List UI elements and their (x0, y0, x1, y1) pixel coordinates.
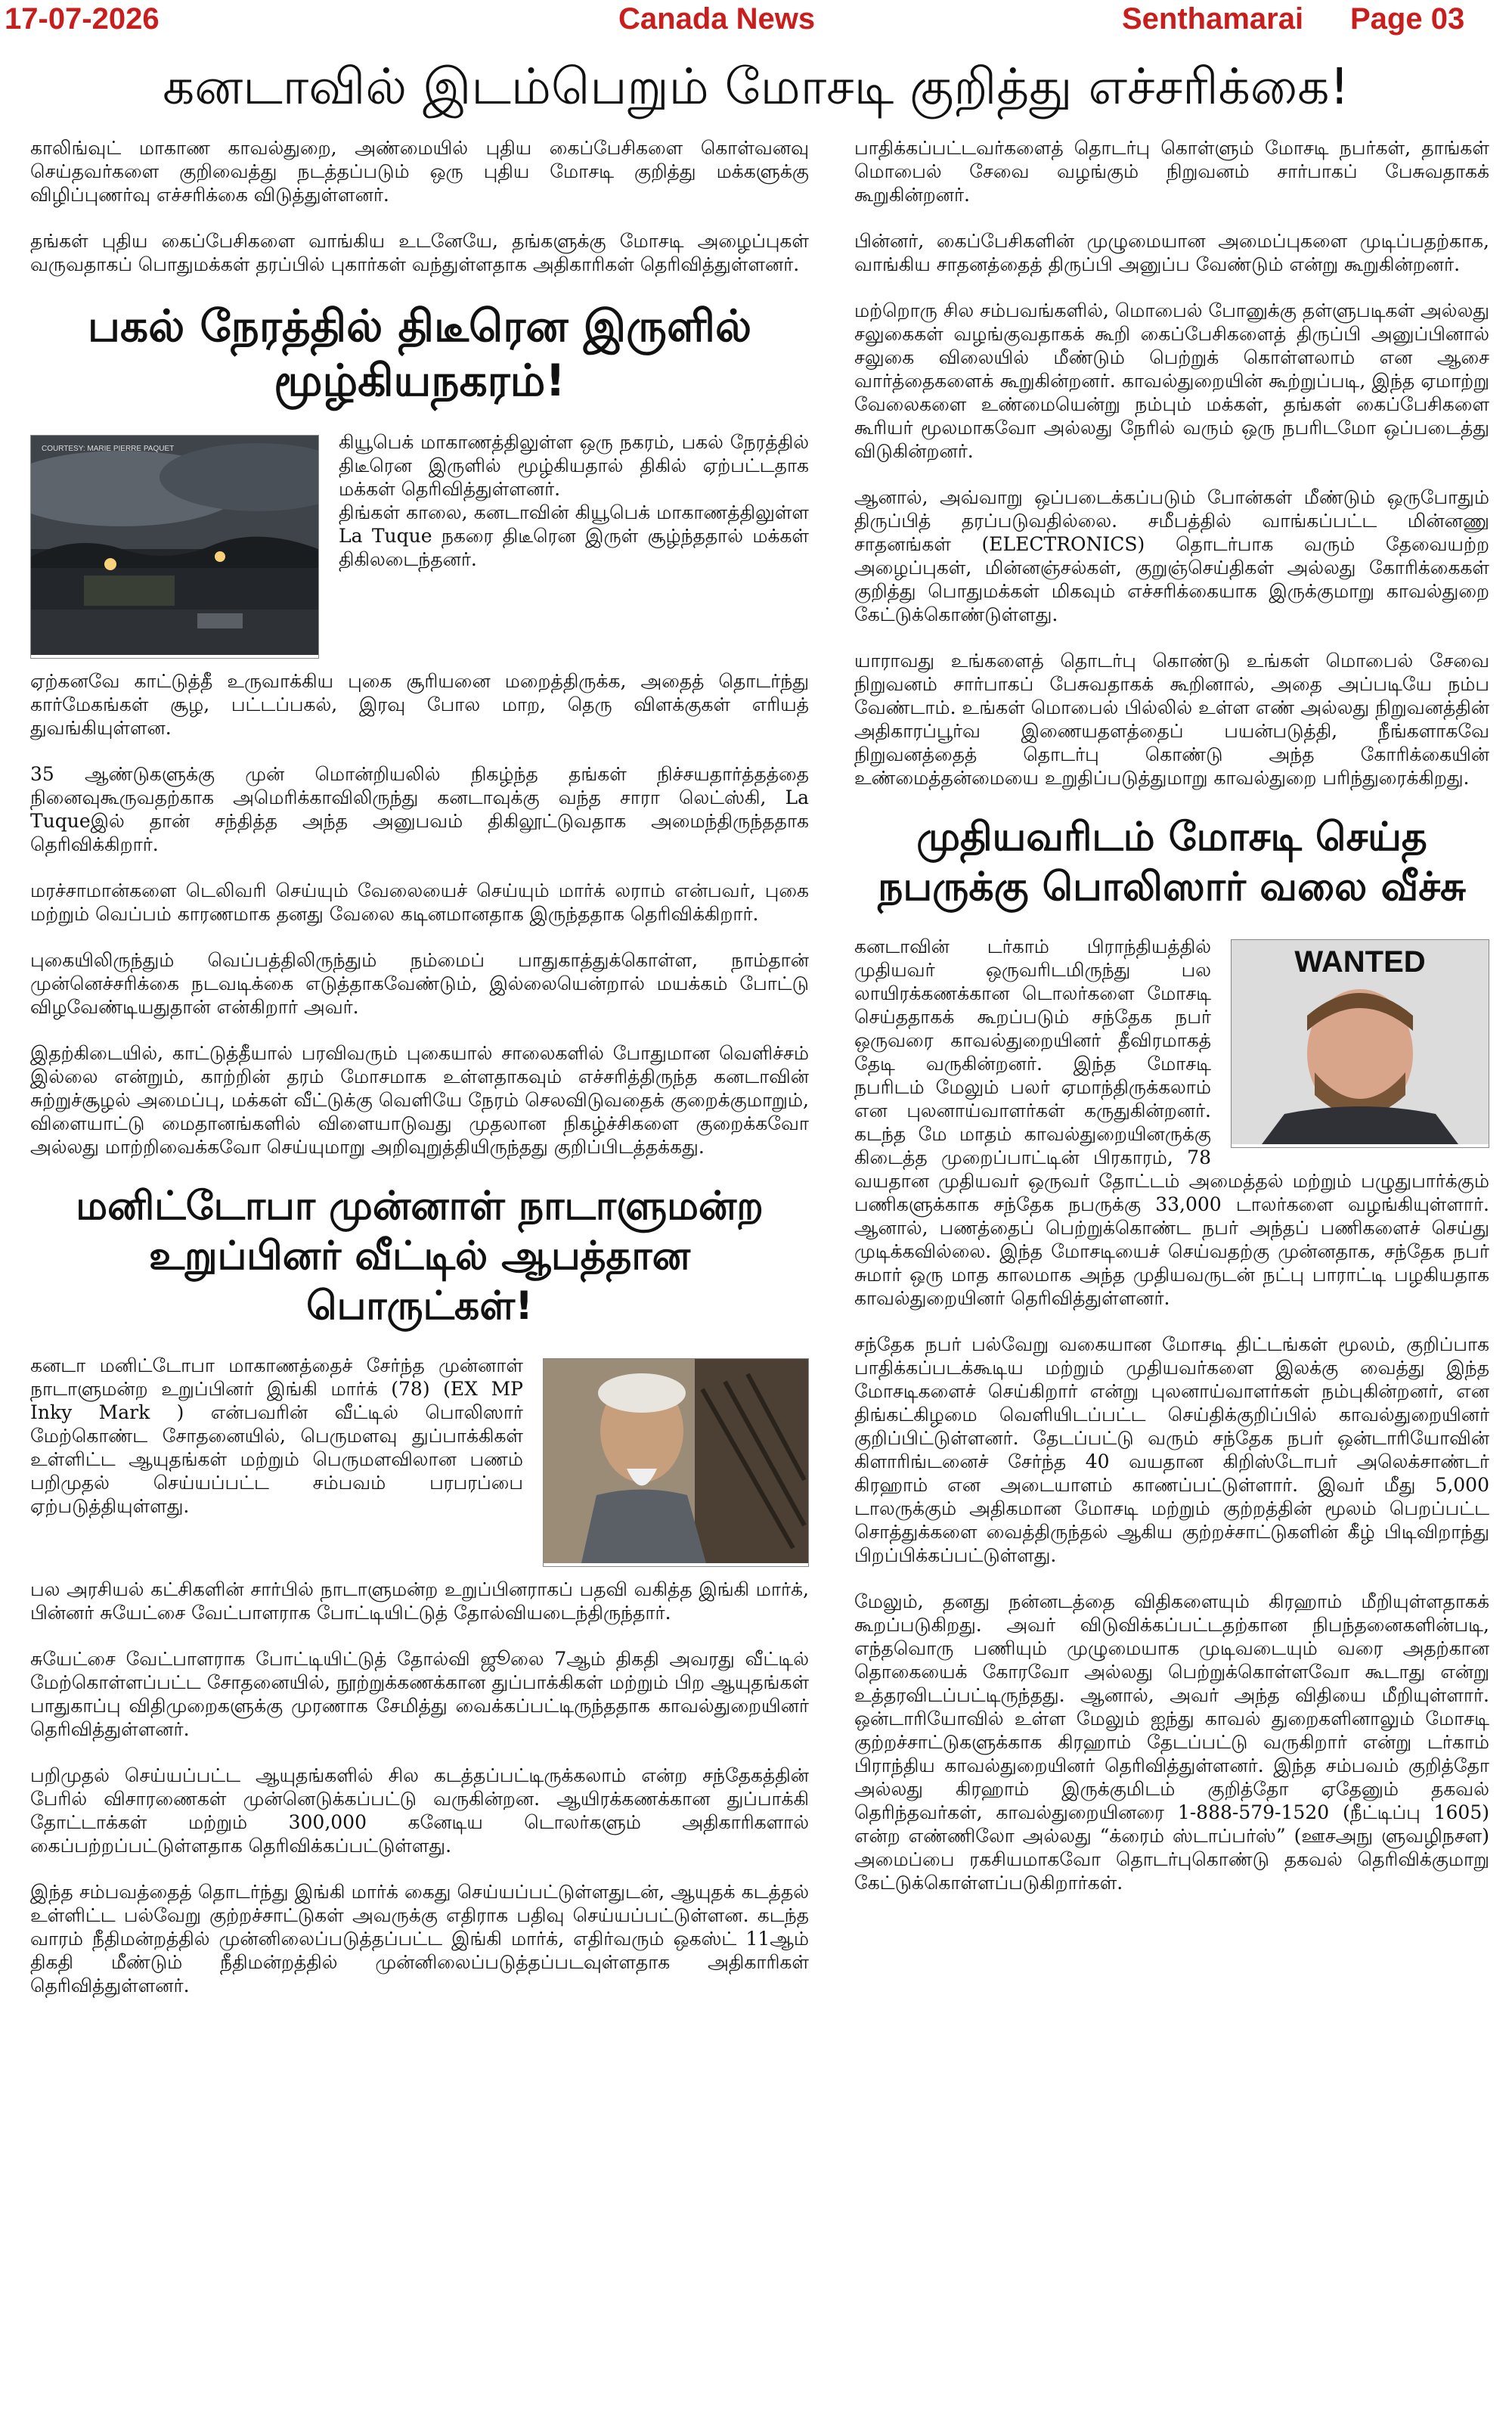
story3-paragraph: பல அரசியல் கட்சிகளின் சார்பில் நாடாளுமன்ற உறுப்பினராகப் பதவி வகித்த இங்கி மார்க், பின்னர் சுயேட்சை வேட்பாளராக போட்டியிட்டுத் தோல்வியடைந்திருந்தார். (30, 1578, 809, 1624)
left-column (30, 136, 809, 2405)
right-column (854, 136, 1489, 2405)
story3-paragraph: சுயேட்சை வேட்பாளராக போட்டியிட்டுத் தோல்வி ஜூலை 7ஆம் திகதி அவரது வீட்டில் மேற்கொள்ளப்பட்ட சோதனையில், நூற்றுக்கணக்கான துப்பாக்கிகள் மற்றும் பிற ஆயுதங்கள் பாதுகாப்பு விதிமுறைகளுக்கு முரணாக சேமித்து வைக்கப்பட்டிருந்ததாக காவல்துறையினர் தெரிவித்துள்ளனர். (30, 1648, 809, 1740)
story1-paragraph: மற்றொரு சில சம்பவங்களில், மொபைல் போனுக்கு தள்ளுபடிகள் அல்லது சலுகைகள் வழங்குவதாகக் கூறி கைப்பேசிகளைத் திருப்பி அனுப்பினால் சலுகை விலையில் மீண்டும் பெற்றுக் கொள்ளலாம் என ஆசை வார்த்தைகளைக் கூறுகின்றனர். காவல்துறையின் கூற்றுப்படி, இந்த ஏமாற்று வேலைகளை உண்மையென்று நம்பும் மக்கள், தங்கள் கைப்பேசிகளை கூரியர் மூலமாகவோ அல்லது நேரில் வரும் ஒரு நபரிடமோ ஒப்படைத்து விடுகின்றனர். (854, 299, 1489, 462)
story2-paragraph: 35 ஆண்டுகளுக்கு முன் மொன்றியலில் நிகழ்ந்த தங்கள் நிச்சயதார்த்தத்தை நினைவுகூருவதற்காக அமெரிக்காவிலிருந்து கனடாவுக்கு வந்த சாரா லெட்ஸ்கி, La Tuqueஇல் தான் சந்தித்த அந்த அனுபவம் திகிலூட்டுவதாக அமைந்திருந்ததாக தெரிவிக்கிறார். (30, 763, 809, 855)
story1-intro-paragraph: தங்கள் புதிய கைப்பேசிகளை வாங்கிய உடனேயே, தங்களுக்கு மோசடி அழைப்புகள் வருவதாகப் பொதுமக்கள் தரப்பில் புகார்கள் வந்துள்ளதாக அதிகாரிகள் தெரிவித்துள்ளனர். (30, 230, 809, 275)
publication-name: Senthamarai (1122, 2, 1304, 36)
story2-paragraph: கியூபெக் மாகாணத்திலுள்ள ஒரு நகரம், பகல் நேரத்தில் திடீரென இருளில் மூழ்கியதால் திகில் ஏற்பட்டதாக மக்கள் தெரிவித்துள்ளனர். (339, 431, 809, 500)
story3-paragraph: இந்த சம்பவத்தைத் தொடர்ந்து இங்கி மார்க் கைது செய்யப்பட்டுள்ளதுடன், ஆயுதக் கடத்தல் உள்ளிட்ட பல்வேறு குற்றச்சாட்டுகள் அவருக்கு எதிராக பதிவு செய்யப்பட்டுள்ளன. கடந்த வாரம் நீதிமன்றத்தில் முன்னிலைப்படுத்தப்பட்ட இங்கி மார்க், எதிர்வரும் ஒகஸ்ட் 11ஆம் திகதி மீண்டும் நீதிமன்றத்தில் முன்னிலைப்படுத்தப்படவுள்ளதாக அதிகாரிகள் தெரிவித்துள்ளனர். (30, 1881, 809, 1996)
wanted-photo (1231, 939, 1489, 1148)
wanted-label: WANTED (1294, 945, 1426, 979)
storm-scene-image (31, 436, 318, 655)
man-with-guns-image (544, 1359, 808, 1563)
story4-paragraph: கனடாவின் டர்காம் பிராந்தியத்தில் முதியவர் ஒருவரிடமிருந்து பல லாயிரக்கணக்கான டொலர்களை மோசடி செய்ததாகக் கூறப்படும் சந்தேக நபர் ஒருவரை காவல்துறையினர் தீவிரமாகத் தேடி வருகின்றனர். இந்த மோசடி நபரிடம் மேலும் பலர் ஏமாந்திருக்கலாம் என புலனாய்வாளர்கள் கருதுகின்றனர். கடந்த மே மாதம் காவல்துறையினருக்கு கிடைத்த முறைப்பாட்டின் பிரகாரம், 78 வயதான முதியவர் ஒருவர் தோட்டம் அமைத்தல் மற்றும் பழுதுபார்க்கும் பணிகளுக்காக சந்தேக நபருக்கு 33,000 டாலர்களை வழங்கியுள்ளார். ஆனால், பணத்தைப் பெற்றுக்கொண்ட நபர் அந்தப் பணிகளைச் செய்து முடிக்கவில்லை. இந்த மோசடியைச் செய்வதற்கு முன்னதாக, சந்தேக நபர் சுமார் ஒரு மாத காலமாக அந்த முதியவருடன் நட்பு பாராட்டி பழகியதாக காவல்துறையினர் தெரிவித்துள்ளனர். (854, 935, 1489, 1309)
story2-paragraph: திங்கள் காலை, கனடாவின் கியூபெக் மாகாணத்திலுள்ள La Tuque நகரை திடீரென இருள் சூழ்ந்ததால் மக்கள் திகிலடைந்தனர். (339, 501, 809, 570)
main-headline: கனடாவில் இடம்பெறும் மோசடி குறித்து எச்சரிக்கை! (163, 57, 1349, 116)
photo-credit: COURTESY: MARIE PIERRE PAQUET (42, 445, 175, 453)
story2-paragraph: ஏற்கனவே காட்டுத்தீ உருவாக்கிய புகை சூரியனை மறைத்திருக்க, அதைத் தொடர்ந்து கார்மேகங்கள் சூழ, பட்டப்பகல், இரவு போல மாற, தெரு விளக்குகள் எரியத் துவங்கியுள்ளன. (30, 670, 809, 739)
story3-paragraph: கனடா மனிட்டோபா மாகாணத்தைச் சேர்ந்த முன்னாள் நாடாளுமன்ற உறுப்பினர் இங்கி மார்க் (78) (EX MP Inky Mark ) என்பவரின் வீட்டில் பொலிஸார் மேற்கொண்ட சோதனையில், பெருமளவு துப்பாக்கிகள் உள்ளிட்ட ஆயுதங்கள் மற்றும் பெருமளவிலான பணம் பறிமுதல் செய்யப்பட்ட சம்பவம் பரபரப்பை ஏற்படுத்தியுள்ளது. (30, 1354, 523, 1517)
story2-title: பகல் நேரத்தில் திடீரென இருளில் மூழ்கியநகரம்! (87, 300, 752, 406)
suspect-photo-image (1232, 940, 1489, 1144)
inky-mark-photo (543, 1358, 809, 1567)
story3-title: மனிட்டோபா முன்னாள் நாடாளுமன்ற உறுப்பினர் வீட்டில் ஆபத்தான பொருட்கள்! (76, 1184, 764, 1329)
story1-paragraph: பின்னர், கைப்பேசிகளின் முழுமையான அமைப்புகளை முடிப்பதற்காக, வாங்கிய சாதனத்தைத் திருப்பி அனுப்ப வேண்டும் என்று கூறுகின்றனர். (854, 230, 1489, 275)
story1-intro-paragraph: காலிங்வுட் மாகாண காவல்துறை, அண்மையில் புதிய கைப்பேசிகளை கொள்வனவு செய்தவர்களை குறிவைத்து நடத்தப்படும் ஒரு புதிய மோசடி குறித்து மக்களுக்கு விழிப்புணர்வு எச்சரிக்கை விடுத்துள்ளனர். (30, 137, 809, 206)
story4-paragraph: சந்தேக நபர் பல்வேறு வகையான மோசடி திட்டங்கள் மூலம், குறிப்பாக பாதிக்கப்படக்கூடிய மற்றும் முதியவர்களை இலக்கு வைத்து இந்த மோசடிகளைச் செய்கிறார் என்று புலனாய்வாளர்கள் நம்புகின்றனர், என திங்கட்கிழமை வெளியிடப்பட்ட செய்திக்குறிப்பில் காவல்துறையினர் குறிப்பிட்டுள்ளனர். தேடப்பட்டு வரும் சந்தேக நபர் ஒன்டாரியோவின் கிளாரிங்டனைச் சேர்ந்த 40 வயதான கிறிஸ்டோபர் அலெக்சாண்டர் கிரஹாம் என அடையாளம் காணப்பட்டுள்ளார். இவர் மீது 5,000 டாலருக்கும் அதிகமான மோசடி மற்றும் குற்றத்தின் மூலம் பெறப்பட்ட சொத்துக்களை வைத்திருந்தல் ஆகிய குற்றச்சாட்டுகளின் கீழ் பிடிவிறாந்து பிறப்பிக்கப்பட்டுள்ளது. (854, 1333, 1489, 1566)
story4-title: முதியவரிடம் மோசடி செய்த நபருக்கு பொலிஸார் வலை வீச்சு (878, 814, 1466, 910)
issue-date: 17-07-2026 (5, 2, 160, 36)
top-bar (0, 0, 1512, 38)
page-number: Page 03 (1350, 2, 1465, 36)
story2-paragraph: மரச்சாமான்களை டெலிவரி செய்யும் வேலையைச் செய்யும் மார்க் லராம் என்பவர், புகை மற்றும் வெப்பம் காரணமாக தனது வேலை கடினமானதாக இருந்ததாக தெரிவிக்கிறார். (30, 880, 809, 925)
dark-sky-photo (30, 435, 319, 659)
story3-paragraph: பறிமுதல் செய்யப்பட்ட ஆயுதங்களில் சில கடத்தப்பட்டிருக்கலாம் என்ற சந்தேகத்தின் பேரில் விசாரணைகள் முன்னெடுக்கப்பட்டு வருகின்றன. ஆயிரக்கணக்கான துப்பாக்கி தோட்டாக்கள் மற்றும் 300,000 கனேடிய டொலர்களும் அதிகாரிகளால் கைப்பற்றப்பட்டுள்ளதாக தெரிவிக்கப்பட்டுள்ளது. (30, 1764, 809, 1857)
story1-paragraph: ஆனால், அவ்வாறு ஒப்படைக்கப்படும் போன்கள் மீண்டும் ஒருபோதும் திருப்பித் தரப்படுவதில்லை. சமீபத்தில் வாங்கப்பட்ட மின்னணு சாதனங்கள் (ELECTRONICS) தொடர்பாக வரும் தேவையற்ற அழைப்புகள், மின்னஞ்சல்கள், குறுஞ்செய்திகள் அல்லது கோரிக்கைகள் குறித்து பொதுமக்கள் மிகவும் எச்சரிக்கையாக இருக்குமாறு காவல்துறை கேட்டுக்கொண்டுள்ளது. (854, 486, 1489, 625)
story1-paragraph: யாராவது உங்களைத் தொடர்பு கொண்டு உங்கள் மொபைல் சேவை நிறுவனம் சார்பாகப் பேசுவதாகக் கூறினால், அதை அப்படியே நம்ப வேண்டாம். உங்கள் மொபைல் பில்லில் உள்ள எண் அல்லது நிறுவனத்தின் அதிகாரப்பூர்வ இணையதளத்தைப் பயன்படுத்தி, நீங்களாகவே நிறுவனத்தைத் தொடர்பு கொண்டு அந்த கோரிக்கையின் உண்மைத்தன்மையை உறுதிப்படுத்துமாறு காவல்துறை பரிந்துரைக்கிறது. (854, 650, 1489, 789)
story1-paragraph: பாதிக்கப்பட்டவர்களைத் தொடர்பு கொள்ளும் மோசடி நபர்கள், தாங்கள் மொபைல் சேவை வழங்கும் நிறுவனம் சார்பாகப் பேசுவதாகக் கூறுகின்றனர். (854, 137, 1489, 206)
story2-paragraph: புகையிலிருந்தும் வெப்பத்திலிருந்தும் நம்மைப் பாதுகாத்துக்கொள்ள, நாம்தான் முன்னெச்சரிக்கை நடவடிக்கை எடுத்தாகவேண்டும், இல்லையென்றால் மயக்கம் போட்டு விழவேண்டியதுதான் என்கிறார் அவர். (30, 949, 809, 1018)
section-name: Canada News (618, 2, 816, 36)
story4-paragraph: மேலும், தனது நன்னடத்தை விதிகளையும் கிரஹாம் மீறியுள்ளதாகக் கூறப்படுகிறது. அவர் விடுவிக்கப்பட்டதற்கான நிபந்தனைகளின்படி, எந்தவொரு பணியும் முழுமையாக முடிவடையும் வரை அதற்கான தொகையைக் கோரவோ அல்லது பெற்றுக்கொள்ளவோ கூடாது என்று உத்தரவிடப்பட்டிருந்தது. ஆனால், அவர் அந்த விதியை மீறியுள்ளார். ஒன்டாரியோவில் உள்ள மேலும் ஐந்து காவல் துறைகளினாலும் மோசடி குற்றச்சாட்டுகளுக்காக கிரஹாம் தேடப்பட்டு வருகிறார் என்று டர்காம் பிராந்திய காவல்துறையினர் தெரிவித்துள்ளனர். இந்த சம்பவம் குறித்தோ அல்லது கிரஹாம் இருக்குமிடம் குறித்தோ ஏதேனும் தகவல் தெரிந்தவர்கள், காவல்துறையினரை 1-888-579-1520 (நீட்டிப்பு 1605) என்ற எண்ணிலோ அல்லது “க்ரைம் ஸ்டாப்பர்ஸ்” (ஊசஅநு ளுவழிநசள) அமைப்பை ரகசியமாகவோ தொடர்புகொண்டு தகவல் தெரிவிக்குமாறு கேட்டுக்கொள்ளப்படுகிறார்கள். (854, 1590, 1489, 1894)
story2-paragraph: இதற்கிடையில், காட்டுத்தீயால் பரவிவரும் புகையால் சாலைகளில் போதுமான வெளிச்சம் இல்லை என்றும், காற்றின் தரம் மோசமாக உள்ளதாகவும் எச்சரித்திருந்த கனடாவின் சுற்றுச்சூழல் அமைப்பு, மக்கள் வீட்டுக்கு வெளியே நேரம் செலவிடுவதைக் குறைக்குமாறும், விளையாட்டு மைதானங்களில் விளையாடுவது முதலான நிகழ்ச்சிகளை குறைக்கவோ அல்லது மாற்றிவைக்கவோ செய்யுமாறு அறிவுறுத்தியிருந்தது குறிப்பிடத்தக்கது. (30, 1042, 809, 1158)
